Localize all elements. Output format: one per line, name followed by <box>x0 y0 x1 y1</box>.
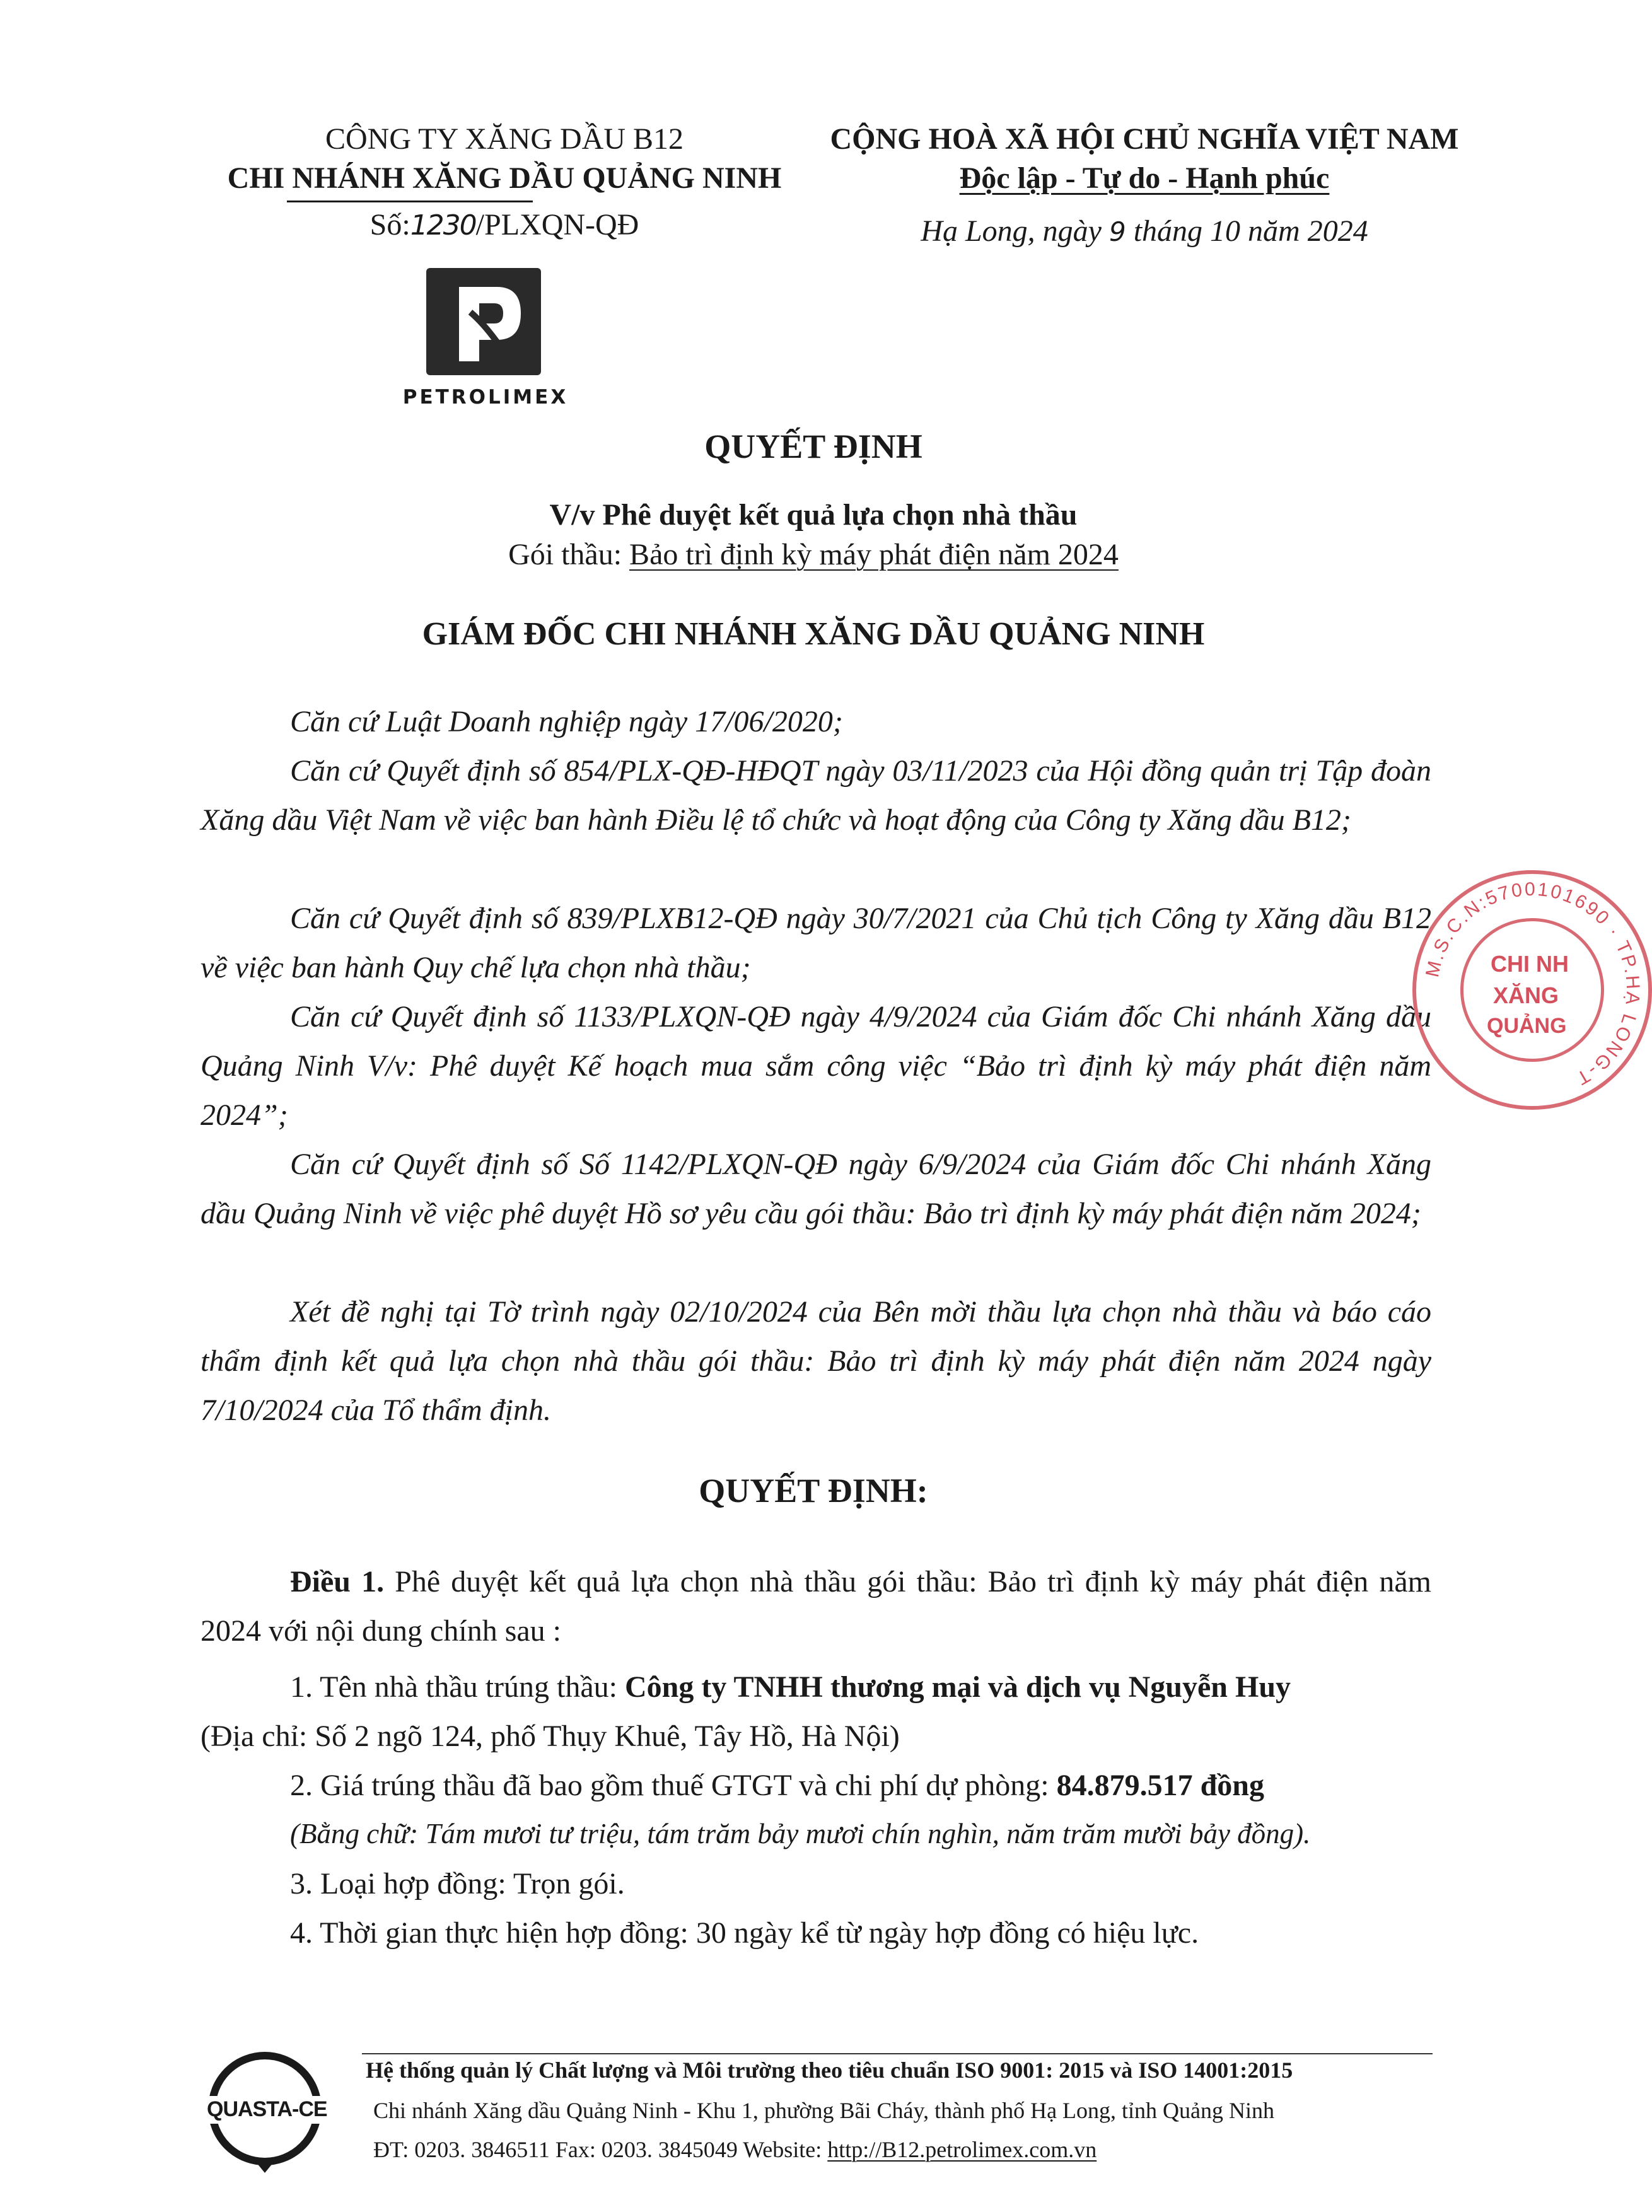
winner-name: Công ty TNHH thương mại và dịch vụ Nguyễn Huy <box>625 1670 1291 1704</box>
article-1 <box>201 1557 1431 1656</box>
company-line1: CÔNG TY XĂNG DẦU B12 <box>325 122 683 156</box>
package-line: Gói thầu: Bảo trì định kỳ máy phát điện năm 2024 <box>508 538 1119 571</box>
number-prefix: Số: <box>369 208 410 242</box>
article-1-label: Điều 1. <box>290 1565 385 1598</box>
price-value: 84.879.517 đồng <box>1056 1769 1264 1802</box>
basis-2: Căn cứ Quyết định số 854/PLX-QĐ-HĐQT ngày 03/11/2023 của Hội đồng quản trị Tập đoàn Xăng dầu Việt Nam về việc ban hành Điều lệ tổ chức và hoạt động của Công ty Xăng dầu B12; <box>201 754 1431 837</box>
contract-type: 3. Loại hợp đồng: Trọn gói. <box>290 1867 625 1901</box>
date-day-handwritten: 9 <box>1108 216 1126 247</box>
petrolimex-logo-text: PETROLIMEX <box>402 386 569 409</box>
basis-3: Căn cứ Quyết định số 839/PLXB12-QĐ ngày 30/7/2021 của Chủ tịch Công ty Xăng dầu B12 về việc ban hành Quy chế lựa chọn nhà thầu; <box>201 902 1431 984</box>
company-line2: CHI NHÁNH XĂNG DẦU QUẢNG NINH <box>227 161 782 195</box>
number-handwritten: 1230 <box>410 209 476 242</box>
company-underline <box>287 201 533 202</box>
seal-center-1: CHI NH <box>1491 951 1569 977</box>
quasta-logo-text: QUASTA-CE <box>207 2097 327 2121</box>
nation-motto: Độc lập - Tự do - Hạnh phúc <box>959 161 1330 195</box>
svg-text:M.S.C.N:5700101690 · TP.HẠ LON: M.S.C.N:5700101690 · TP.HẠ LONG-T <box>1422 878 1644 1090</box>
article-1-text: Phê duyệt kết quả lựa chọn nhà thầu gói thầu: Bảo trì định kỳ máy phát điện năm 2024 với nội dung chính sau : <box>201 1565 1432 1648</box>
footer-iso: Hệ thống quản lý Chất lượng và Môi trường theo tiêu chuẩn ISO 9001: 2015 và ISO 14001:2015 <box>366 2058 1293 2083</box>
winner-line: 1. Tên nhà thầu trúng thầu: Công ty TNHH thương mại và dịch vụ Nguyễn Huy <box>290 1670 1291 1704</box>
company-name <box>189 120 820 198</box>
basis-1: Căn cứ Luật Doanh nghiệp ngày 17/06/2020; <box>290 705 843 738</box>
winner-address: (Địa chỉ: Số 2 ngõ 124, phố Thụy Khuê, Tây Hồ, Hà Nội) <box>201 1720 900 1753</box>
basis-4: Căn cứ Quyết định số 1133/PLXQN-QĐ ngày 4/9/2024 của Giám đốc Chi nhánh Xăng dầu Quảng Ninh V/v: Phê duyệt Kế hoạch mua sắm công việc “Bảo trì định kỳ máy phát điện năm 2024”; <box>201 1000 1431 1132</box>
seal-center-2: XĂNG <box>1493 982 1559 1008</box>
issuing-authority: GIÁM ĐỐC CHI NHÁNH XĂNG DẦU QUẢNG NINH <box>422 616 1205 652</box>
petrolimex-logo <box>426 268 541 375</box>
seal-center-3: QUẢNG <box>1487 1014 1567 1038</box>
footer-divider <box>362 2053 1433 2054</box>
petrolimex-logo-icon <box>426 268 541 375</box>
basis-6: Xét đề nghị tại Tờ trình ngày 02/10/2024 của Bên mời thầu lựa chọn nhà thầu và báo cáo thẩm định kết quả lựa chọn nhà thầu gói thầu: Bảo trì định kỳ máy phát điện năm 2024 ngày 7/10/2024 của Tổ thẩm định. <box>201 1295 1431 1427</box>
footer-website-link[interactable]: http://B12.petrolimex.com.vn <box>827 2137 1097 2162</box>
decision-heading: QUYẾT ĐỊNH: <box>699 1472 928 1510</box>
package-name: Bảo trì định kỳ máy phát điện năm 2024 <box>629 538 1119 571</box>
footer-contact: ĐT: 0203. 3846511 Fax: 0203. 3845049 Website: http://B12.petrolimex.com.vn <box>373 2137 1097 2162</box>
document-title: QUYẾT ĐỊNH <box>704 428 922 465</box>
price-in-words: (Bằng chữ: Tám mươi tư triệu, tám trăm bảy mươi chín nghìn, năm trăm mười bảy đồng). <box>290 1818 1311 1849</box>
quasta-logo <box>203 2048 327 2174</box>
number-suffix: /PLXQN-QĐ <box>475 208 639 242</box>
document-number <box>189 206 820 245</box>
footer-address: Chi nhánh Xăng dầu Quảng Ninh - Khu 1, phường Bãi Cháy, thành phố Hạ Long, tỉnh Quảng Ninh <box>373 2098 1275 2123</box>
nation-title: CỘNG HOÀ XÃ HỘI CHỦ NGHĨA VIỆT NAM <box>830 122 1459 156</box>
basis-5: Căn cứ Quyết định số Số 1142/PLXQN-QĐ ngày 6/9/2024 của Giám đốc Chi nhánh Xăng dầu Quảng Ninh về việc phê duyệt Hồ sơ yêu cầu gói thầu: Bảo trì định kỳ máy phát điện năm 2024; <box>201 1148 1431 1230</box>
contract-duration: 4. Thời gian thực hiện hợp đồng: 30 ngày kể từ ngày hợp đồng có hiệu lực. <box>290 1916 1199 1950</box>
document-subject: V/v Phê duyệt kết quả lựa chọn nhà thầu <box>549 498 1078 532</box>
price-line: 2. Giá trúng thầu đã bao gồm thuế GTGT và chi phí dự phòng: 84.879.517 đồng <box>290 1769 1264 1802</box>
issue-date: Hạ Long, ngày 9 tháng 10 năm 2024 <box>921 214 1368 248</box>
company-seal <box>1412 870 1652 1110</box>
